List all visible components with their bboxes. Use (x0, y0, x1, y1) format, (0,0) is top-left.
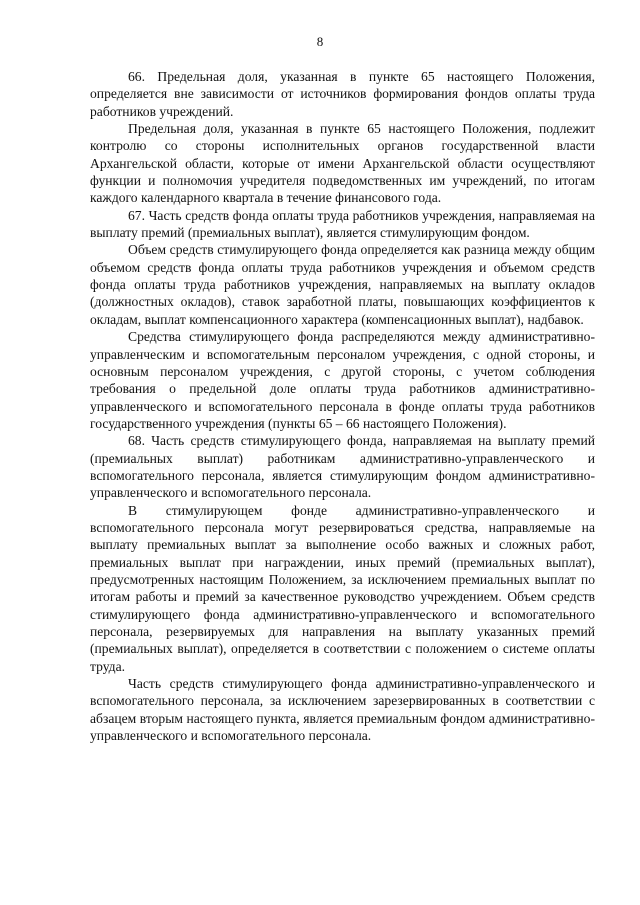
page-number: 8 (316, 34, 324, 49)
paragraph-68-part-2: В стимулирующем фонде административно-управленческого и вспомогательного персонала могут резервироваться средства, направляемые на выплату премиальных выплат за выполнение особо важных и сложных работ, премиальных выплат при награждении, иных премий (премиальных выплат), предусмотренных настоящим Положением, за исключением премиальных выплат по итогам работы и премий за качественное руководство учреждением. Объем средств стимулирующего фонда административно-управленческого и вспомогательного персонала, резервируемых для направления на выплату указанных премий (премиальных выплат), определяется в соответствии с положением о системе оплаты труда. (90, 502, 595, 674)
paragraph-67: 67. Часть средств фонда оплаты труда работников учреждения, направляемая на выплату премий (премиальных выплат), является стимулирующим фондом. (90, 207, 595, 241)
paragraph-68: 68. Часть средств стимулирующего фонда, направляемая на выплату премий (премиальных выплат) работникам административно-управленческого и вспомогательного персонала, является стимулирующим фондом административно-управленческого и вспомогательного персонала. (90, 433, 595, 501)
paragraph-67-part-2: Объем средств стимулирующего фонда определяется как разница между общим объемом средств фонда оплаты труда работников учреждения и объемом средств фонда оплаты труда работников учреждения, направляемых на выплату окладов (должностных окладов), ставок заработной платы, повышающих коэффициентов к окладам, выплат компенсационного характера (компенсационных выплат), надбавок. (90, 242, 595, 327)
paragraph-68-part-3: Часть средств стимулирующего фонда административно-управленческого и вспомогательного персонала, за исключением зарезервированных в соответствии с абзацем вторым настоящего пункта, является премиальным фондом административно-управленческого и вспомогательного персонала. (90, 676, 595, 744)
paragraph-67-part-3: Средства стимулирующего фонда распределяются между административно-управленческим и вспомогательным персоналом учреждения, с одной стороны, и основным персоналом учреждения, с другой стороны, с учетом соблюдения требования о предельной доле оплаты труда работников административно-управленческого и вспомогательного персонала в фонде оплаты труда работников государственного учреждения (пункты 65 – 66 настоящего Положения). (90, 329, 595, 431)
paragraph-66: 66. Предельная доля, указанная в пункте 65 настоящего Положения, определяется вне зависимости от источников формирования фондов оплаты труда работников учреждений. (90, 69, 595, 119)
document-body (90, 68, 595, 744)
paragraph-66-part-2: Предельная доля, указанная в пункте 65 настоящего Положения, подлежит контролю со стороны исполнительных органов государственной власти Архангельской области, которые от имени Архангельской области осуществляют функции и полномочия учредителя подведомственных им учреждений, по итогам каждого календарного квартала в течение финансового года. (90, 121, 595, 206)
